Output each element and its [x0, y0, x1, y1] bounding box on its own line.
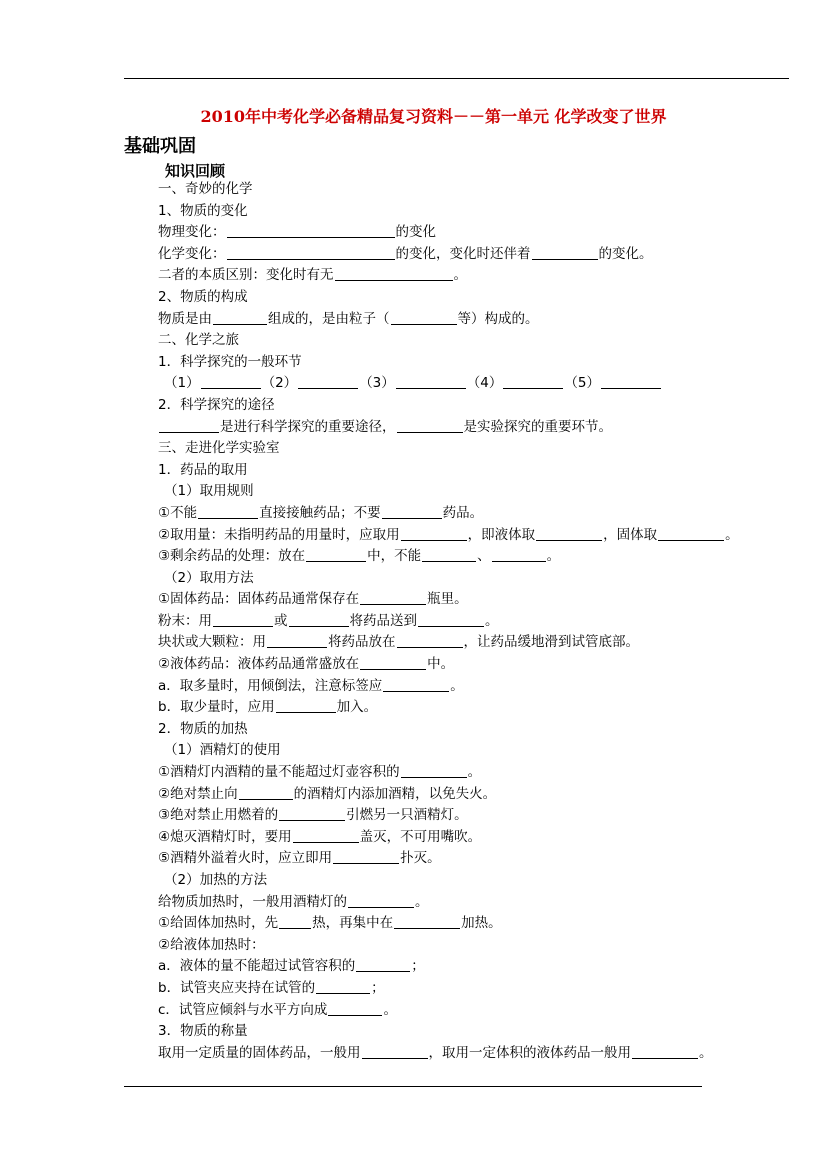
line-text: 3．物质的称量 [158, 1023, 248, 1040]
line-text: 块状或大颗粒：用 [158, 634, 266, 651]
text-line [158, 697, 827, 719]
fill-in-blank[interactable] [335, 266, 453, 281]
line-text: 二者的本质区别：变化时有无 [158, 267, 334, 284]
fill-in-blank[interactable] [227, 245, 395, 260]
fill-in-blank[interactable] [360, 590, 426, 605]
fill-in-blank[interactable] [159, 418, 219, 433]
text-line [158, 503, 827, 525]
line-text: 或 [274, 612, 288, 629]
fill-in-blank[interactable] [601, 374, 661, 389]
text-line [158, 265, 827, 287]
line-text: （4） [466, 375, 503, 392]
fill-in-blank[interactable] [279, 806, 345, 821]
text-line [158, 1000, 827, 1022]
line-text: ②给液体加热时： [158, 936, 265, 953]
line-text: （1）取用规则 [164, 483, 254, 500]
line-text: 2、物质的构成 [158, 288, 248, 305]
fill-in-blank[interactable] [293, 828, 359, 843]
line-text: c．试管应倾斜与水平方向成 [158, 1001, 328, 1018]
fill-in-blank[interactable] [316, 979, 370, 994]
line-text: （3） [359, 375, 395, 392]
text-line [158, 330, 827, 352]
fill-in-blank[interactable] [382, 504, 442, 519]
line-text: ②取用量：未指明药品的用量时，应取用 [158, 526, 400, 543]
line-text: 热，再集中在 [312, 915, 394, 932]
line-text: ，让药品缓地滑到试管底部。 [463, 634, 639, 651]
line-text: 2．科学探究的途径 [158, 396, 275, 413]
line-text: ①给固体加热时，先 [158, 915, 279, 932]
line-text: 二、化学之旅 [158, 332, 239, 349]
line-text: （5） [564, 375, 600, 392]
text-line [158, 395, 827, 417]
line-text: 中，不能 [367, 548, 422, 565]
text-line [158, 352, 827, 374]
fill-in-blank[interactable] [503, 374, 563, 389]
text-line [158, 978, 827, 1000]
fill-in-blank[interactable] [422, 547, 476, 562]
line-text: ，固体取 [603, 526, 658, 543]
text-line [158, 589, 827, 611]
text-line [158, 244, 827, 266]
line-text: ； [371, 979, 385, 996]
line-text: 将药品送到 [349, 612, 417, 629]
fill-in-blank[interactable] [397, 418, 463, 433]
text-line [158, 935, 827, 957]
line-text: ⑤酒精外溢着火时，应立即用 [158, 850, 333, 867]
fill-in-blank[interactable] [396, 374, 466, 389]
fill-in-blank[interactable] [333, 849, 399, 864]
line-text: ①酒精灯内酒精的量不能超过灯壶容积的 [158, 764, 400, 781]
line-text: （1）酒精灯的使用 [164, 742, 281, 759]
line-text: 是进行科学探究的重要途径， [220, 418, 396, 435]
fill-in-blank[interactable] [198, 504, 258, 519]
fill-in-blank[interactable] [227, 223, 395, 238]
line-text: ③绝对禁止用燃着的 [158, 807, 279, 824]
line-text: 的变化，变化时还伴着 [395, 245, 531, 262]
line-text: 。 [546, 548, 561, 565]
line-text: 化学变化： [158, 245, 226, 262]
line-text: ，即液体取 [467, 526, 536, 543]
fill-in-blank[interactable] [658, 526, 724, 541]
fill-in-blank[interactable] [632, 1044, 698, 1059]
text-line [158, 1043, 827, 1065]
document-title: 2010年中考化学必备精品复习资料－－第一单元 化学改变了世界 [200, 107, 667, 126]
fill-in-blank[interactable] [279, 914, 311, 929]
fill-in-blank[interactable] [360, 655, 426, 670]
line-text: 1．药品的取用 [158, 461, 248, 478]
line-text: 一、奇妙的化学 [158, 181, 253, 197]
text-line [158, 740, 827, 762]
subsection-heading: 知识回顾 [165, 162, 226, 180]
fill-in-blank[interactable] [356, 957, 410, 972]
line-text: 组成的，是由粒子（ [268, 310, 390, 327]
fill-in-blank[interactable] [213, 612, 273, 627]
line-text: 瓶里。 [427, 591, 468, 608]
text-line [158, 179, 827, 201]
text-line [158, 438, 827, 460]
line-text: 引燃另一只酒精灯。 [346, 807, 468, 824]
line-text: ②液体药品：液体药品通常盛放在 [158, 656, 360, 673]
line-text: 。 [453, 267, 467, 284]
line-text: ④熄灭酒精灯时，要用 [158, 828, 292, 845]
fill-in-blank[interactable] [532, 245, 598, 260]
text-line [158, 287, 827, 309]
text-line [158, 525, 827, 547]
line-text: 1、物质的变化 [158, 202, 248, 219]
text-line [158, 460, 827, 482]
header-rule [124, 78, 789, 79]
line-text: 药品。 [442, 504, 484, 521]
line-text: 等）构成的。 [457, 310, 539, 327]
line-text: 将药品放在 [328, 634, 396, 651]
line-text: 。 [450, 677, 464, 694]
fill-in-blank[interactable] [267, 633, 327, 648]
text-line [158, 762, 827, 784]
text-line [158, 568, 827, 590]
line-text: 。 [725, 526, 739, 543]
line-text: 三、走进化学实验室 [158, 440, 280, 457]
fill-in-blank[interactable] [298, 374, 358, 389]
line-text: 的变化。 [598, 245, 653, 262]
line-text: 扑灭。 [400, 850, 441, 867]
fill-in-blank[interactable] [397, 633, 463, 648]
fill-in-blank[interactable] [348, 893, 414, 908]
line-text: b．试管夹应夹持在试管的 [158, 979, 316, 996]
fill-in-blank[interactable] [492, 547, 546, 562]
text-line [158, 632, 827, 654]
text-line [158, 848, 827, 870]
text-line [158, 417, 827, 439]
line-text: 物理变化： [158, 224, 226, 241]
fill-in-blank[interactable] [362, 1044, 428, 1059]
text-line [158, 201, 827, 223]
line-text: a．液体的量不能超过试管容积的 [158, 958, 356, 975]
line-text: ③剩余药品的处理：放在 [158, 548, 306, 565]
line-text: 。 [415, 893, 429, 910]
line-text: 的变化 [395, 224, 436, 241]
text-line [158, 676, 827, 698]
fill-in-blank[interactable] [401, 526, 467, 541]
fill-in-blank[interactable] [201, 374, 261, 389]
fill-in-blank[interactable] [289, 612, 349, 627]
line-text: ，取用一定体积的液体药品一般用 [428, 1044, 631, 1061]
line-text: （2）取用方法 [164, 569, 254, 586]
text-line [158, 870, 827, 892]
text-line [158, 546, 827, 568]
text-line [158, 654, 827, 676]
text-line [158, 1021, 827, 1043]
text-line [158, 956, 827, 978]
line-text: （2）加热的方法 [164, 872, 268, 888]
section-heading: 基础巩固 [124, 136, 196, 157]
fill-in-blank[interactable] [328, 1001, 382, 1016]
text-line [158, 222, 827, 244]
line-text: 的酒精灯内添加酒精，以免失火。 [293, 785, 497, 802]
fill-in-blank[interactable] [239, 785, 293, 800]
line-text: b．取少量时，应用 [158, 699, 275, 716]
text-line [158, 827, 827, 849]
line-text: 粉末：用 [158, 612, 212, 629]
line-text: 物质是由 [158, 310, 212, 327]
line-text: 、 [477, 548, 491, 565]
fill-in-blank[interactable] [401, 763, 467, 778]
line-text: （1） [164, 375, 200, 392]
line-text: 加热。 [461, 915, 502, 932]
line-text: 1．科学探究的一般环节 [158, 353, 302, 370]
line-text: ①固体药品：固体药品通常保存在 [158, 591, 360, 608]
line-text: 是实验探究的重要环节。 [463, 418, 612, 435]
fill-in-blank[interactable] [394, 914, 460, 929]
line-text: （2） [261, 375, 298, 392]
line-text: 。 [383, 1001, 397, 1018]
fill-in-blank[interactable] [306, 547, 366, 562]
line-text: ； [411, 958, 425, 975]
fill-in-blank[interactable] [213, 310, 267, 325]
line-text: 。 [485, 612, 499, 629]
text-line [158, 913, 827, 935]
text-line [158, 481, 827, 503]
line-text: 给物质加热时，一般用酒精灯的 [158, 893, 347, 910]
document-body [158, 179, 827, 1064]
footer-rule [124, 1086, 702, 1087]
line-text: 中。 [427, 656, 455, 673]
text-line [158, 309, 827, 331]
line-text: 盖灭，不可用嘴吹。 [359, 828, 482, 845]
text-line [158, 892, 827, 914]
text-line [158, 805, 827, 827]
text-line [158, 784, 827, 806]
text-line [158, 719, 827, 741]
line-text: ②绝对禁止向 [158, 785, 238, 802]
fill-in-blank[interactable] [276, 698, 336, 713]
fill-in-blank[interactable] [383, 677, 449, 692]
line-text: 直接接触药品；不要 [259, 504, 381, 521]
line-text: a．取多量时，用倾倒法，注意标签应 [158, 677, 383, 694]
line-text: 取用一定质量的固体药品，一般用 [158, 1044, 361, 1061]
fill-in-blank[interactable] [418, 612, 484, 627]
line-text: 。 [467, 764, 482, 781]
fill-in-blank[interactable] [391, 310, 457, 325]
line-text: 。 [699, 1044, 713, 1061]
text-line [158, 373, 827, 395]
line-text: 2．物质的加热 [158, 720, 248, 737]
text-line [158, 611, 827, 633]
fill-in-blank[interactable] [536, 526, 602, 541]
line-text: 加入。 [336, 699, 378, 716]
line-text: ①不能 [158, 504, 198, 521]
